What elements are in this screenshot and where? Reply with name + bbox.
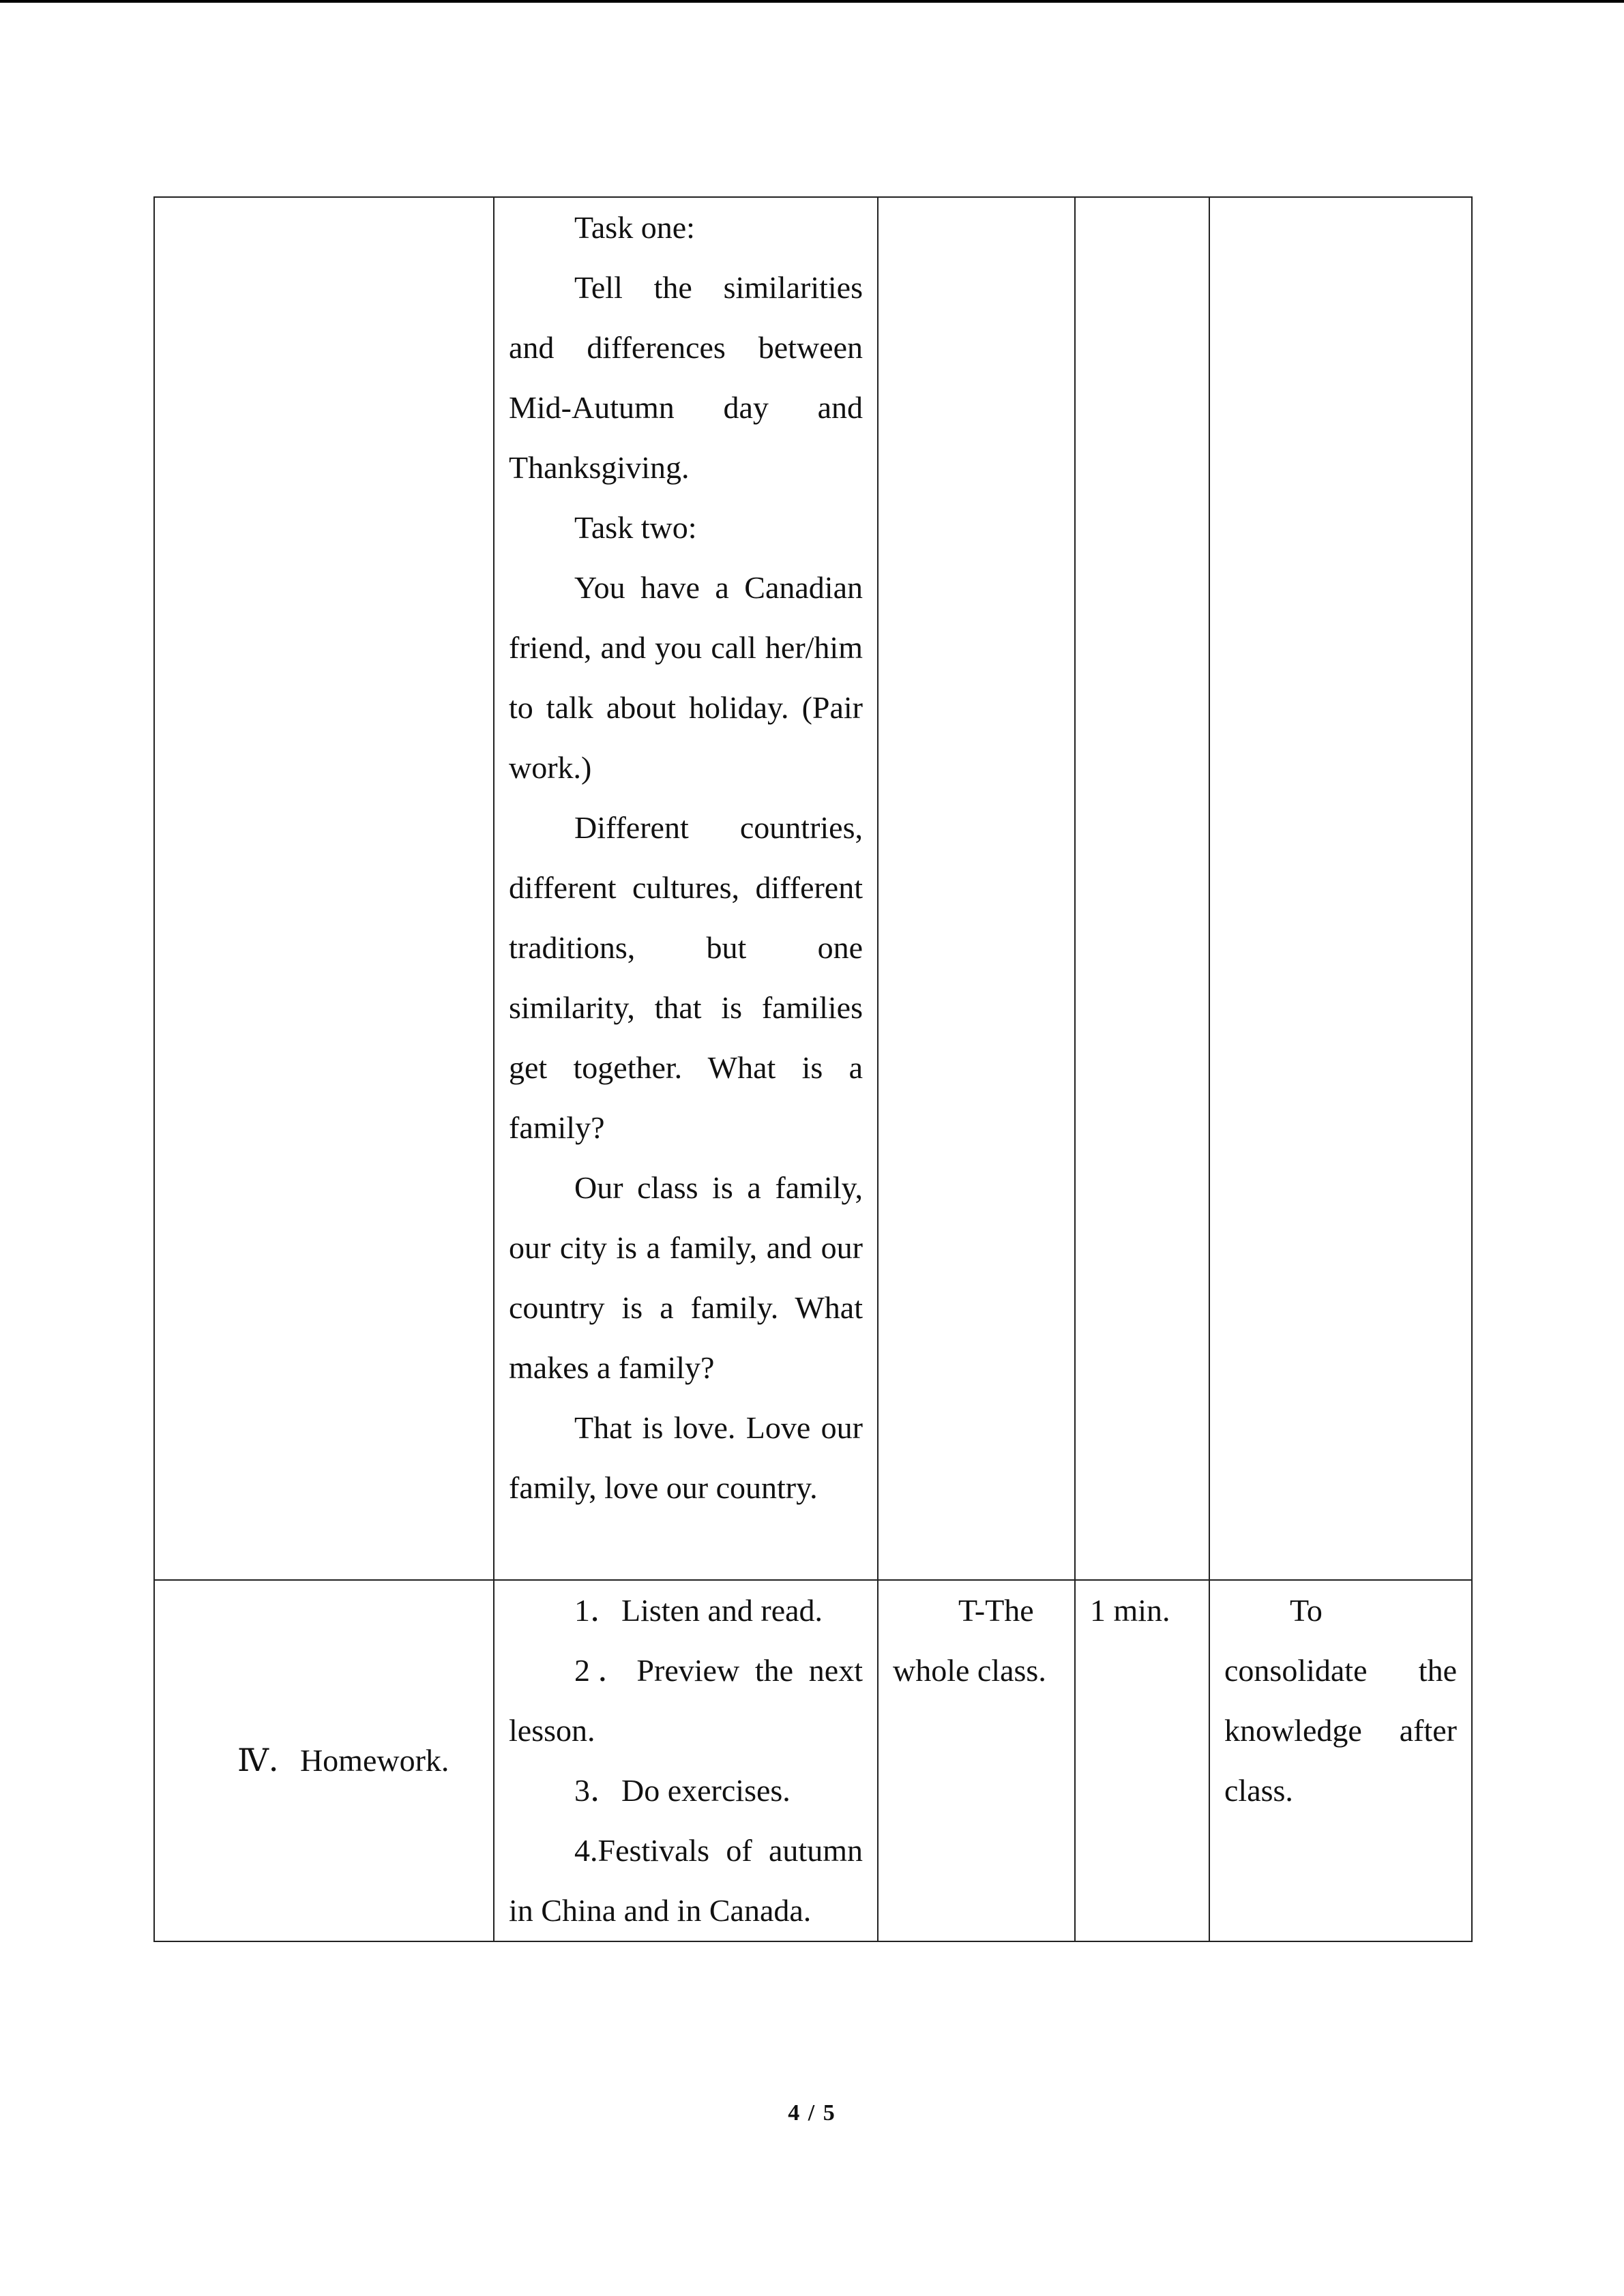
content-cell-activity: [494, 197, 878, 1580]
content-paragraph: That is love. Love our family, love our country.: [509, 1410, 863, 1505]
page-top-border: [0, 0, 1624, 3]
content-paragraph: You have a Canadian friend, and you call her/him to talk about holiday. (Pair work.): [509, 570, 863, 785]
time-cell-activity: [1075, 197, 1209, 1580]
interaction-cell-homework: [878, 1580, 1075, 1941]
interaction-cell-activity: [878, 197, 1075, 1580]
time-cell-homework: [1075, 1580, 1209, 1941]
table-row-homework: [154, 1580, 1472, 1941]
stage-cell-activity: [154, 197, 494, 1580]
content-paragraph: 2．Preview the next lesson.: [509, 1653, 863, 1748]
content-paragraph: Our class is a family, our city is a family, and our country is a family. What makes a family?: [509, 1170, 863, 1385]
purpose-cell-homework: [1209, 1580, 1472, 1941]
content-paragraph: 3．Do exercises.: [574, 1773, 791, 1808]
content-paragraph: Task two:: [574, 510, 697, 545]
page-number: 4 / 5: [788, 2100, 836, 2126]
purpose-text: To consolidate the knowledge after class.: [1224, 1593, 1457, 1808]
content-paragraph: Tell the similarities and differences between Mid-Autumn day and Thanksgiving.: [509, 270, 863, 485]
time-text: 1 min.: [1090, 1593, 1170, 1628]
table-row-activity: [154, 197, 1472, 1580]
lesson-plan-table: [153, 196, 1473, 1942]
stage-cell-homework: [154, 1580, 494, 1941]
content-paragraph: Task one:: [574, 210, 695, 245]
stage-text: Ⅳ．Homework.: [237, 1743, 449, 1778]
interaction-text: T-The whole class.: [893, 1593, 1046, 1688]
content-paragraph: 1．Listen and read.: [574, 1593, 823, 1628]
content-paragraph: Different countries, different cultures, different traditions, but one similarity, that is families get together. What is a family?: [509, 810, 863, 1145]
purpose-cell-activity: [1209, 197, 1472, 1580]
content-cell-homework: [494, 1580, 878, 1941]
content-paragraph: 4.Festivals of autumn in China and in Canada.: [509, 1833, 863, 1928]
